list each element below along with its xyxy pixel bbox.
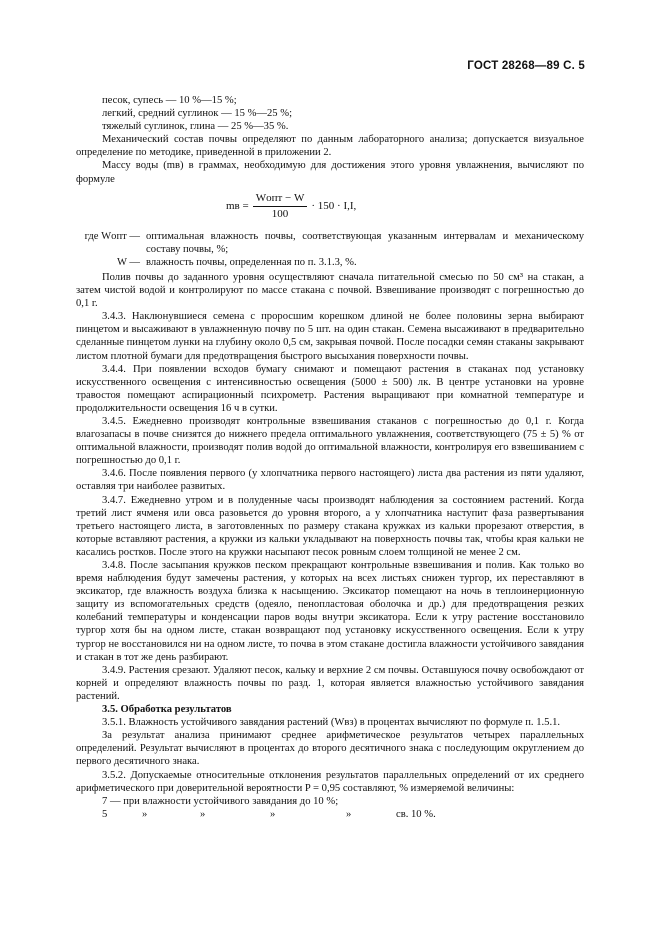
definition-row — [76, 230, 584, 256]
definition-desc: оптимальная влажность почвы, соответствующая указанным интервалам и механическому составу почвы, %; — [146, 230, 584, 255]
ditto-mark: » — [200, 808, 206, 820]
list-item: легкий, средний суглинок — 15 %—25 %; — [102, 108, 293, 120]
definition-term: W — — [116, 256, 140, 268]
formula-numerator: Wопт − W — [253, 192, 308, 207]
paragraph-3-5-1: 3.5.1. Влажность устойчивого завядания растений (Wвз) в процентах вычисляют по формуле п. 1.5.1. — [102, 717, 561, 729]
paragraph-3-4-9: 3.4.9. Растения срезают. Удаляют песок, кальку и верхние 2 см почвы. Оставшуюся почву освобождают от корней и определяют влажность почвы по разд. 1, которая является влажностью устойчивого завядания растений. — [76, 664, 584, 702]
section-heading-3-5: 3.5. Обработка результатов — [102, 704, 232, 716]
definition-desc: влажность почвы, определенная по п. 3.1.3, %. — [146, 256, 357, 268]
paragraph-3-4-7: 3.4.7. Ежедневно утром и в полуденные часы производят наблюдения за состоянием растений. Когда третий лист ячменя или овса разовьется до уровня второго, а у хлопчатника наступит фаза развертывания третьего настоящего листа, в заготовленных по размеру стакана кружках из кальки прорезают отверстия, в которые вставляют растения, а кружки из кальки укладывают на поверхность почвы так, чтобы края кальки не касались ростков. После этого на кружки насыпают песок ровным слоем толщиной не менее 2 см. — [76, 494, 584, 558]
tolerance-range: св. 10 %. — [396, 808, 436, 820]
paragraph-3-5-2: 3.5.2. Допускаемые относительные отклонения результатов параллельных определений от их среднего арифметического при доверительной вероятности P = 0,95 составляют, % измеряемой величины: — [76, 769, 584, 794]
ditto-mark: » — [270, 808, 276, 820]
tolerance-value: 5 — [102, 808, 108, 820]
document-body — [76, 94, 584, 821]
ditto-mark: » — [346, 808, 352, 820]
formula-fraction — [253, 192, 308, 221]
definitions — [76, 230, 584, 269]
paragraph-watering: Полив почвы до заданного уровня осуществляют сначала питательной смесью по 50 см³ на стакан, а затем чистой водой и контролируют по массе стакана с почвой. Взвешивание производят с погрешностью до 0,1 г. — [76, 271, 584, 310]
paragraph-3-4-4: 3.4.4. При появлении всходов бумагу снимают и помещают растения в стаканах под установку искусственного освещения с интенсивностью освещения (5000 ± 500) лк. В центре установки на уровне травостоя помещают аспирационный психрометр. Растения выращивают при комнатной температуре и продолжительности освещения 16 ч в сутки. — [76, 363, 584, 414]
definition-term: где Wопт — — [84, 230, 140, 242]
paragraph-3-4-3: 3.4.3. Наклюнувшиеся семена с проросшим корешком длиной не более половины зерна выбирают пинцетом и высаживают в увлажненную почву по 5 шт. на один стакан. Семена высаживают в предварительно сделанные пинцетом лунки на глубину около 0,5 см, закрывая почвой. После посадки семян стаканы закрывают листом плотной бумаги для предотвращения быстрого высыхания поверхности почвы. — [76, 311, 584, 362]
formula-rhs: · 150 · I,I, — [311, 200, 357, 213]
page-header: ГОСТ 28268—89 С. 5 — [467, 60, 585, 72]
list-item: песок, супесь — 10 %—15 %; — [102, 95, 237, 106]
formula — [76, 190, 584, 224]
tolerance-line-1: 7 — при влажности устойчивого завядания до 10 %; — [102, 795, 339, 807]
paragraph-3-4-8: 3.4.8. После засыпания кружков песком прекращают контрольные взвешивания и полив. Как только во время наблюдения будут замечены растения, у которых на всех листьях снижен тургор, их переставляют в эксикатор, где влажность воздуха близка к насыщению. Эксикатор помещают на ночь в теплоинерционную защиту из вспомогательных средств (одеяло, пенопластовая оболочка и др.) для предотвращения резких колебаний температуры и конденсации паров воды внутри эксикатора. Если к утру растение восстановило тургор хотя бы на одном листе, стакан возвращают под установку искусственного освещения. Если к утру тургор не восстановился ни на одном листе, то почва в этом стакане достигла влажности устойчивого завядания и стакан в тот же день разбирают. — [76, 560, 584, 663]
list-item: тяжелый суглинок, глина — 25 %—35 %. — [102, 121, 289, 133]
paragraph-mechanical-composition: Механический состав почвы определяют по данным лабораторного анализа; допускается визуальное определение по методике, приведенной в приложении 2. — [76, 134, 584, 159]
ditto-mark: » — [142, 808, 148, 820]
formula-denominator: 100 — [271, 208, 289, 221]
paragraph-result: За результат анализа принимают среднее арифметическое результатов четырех параллельных определений. Результат вычисляют в процентах до второго десятичного знака с последующим округлением до первого десятичного знака. — [76, 730, 584, 768]
definition-row — [76, 256, 584, 269]
tolerance-line-2 — [76, 808, 584, 821]
formula-lhs: mв = — [226, 200, 249, 213]
paragraph-3-4-6: 3.4.6. После появления первого (у хлопчатника первого настоящего) листа два растения из пяти удаляют, оставляя три наиболее развитых. — [76, 468, 584, 493]
paragraph-water-mass: Массу воды (mв) в граммах, необходимую для достижения этого уровня увлажнения, вычисляют по формуле — [76, 160, 584, 185]
paragraph-3-4-5: 3.4.5. Ежедневно производят контрольные взвешивания стаканов с погрешностью до 0,1 г. Когда влагозапасы в почве снизятся до нижнего предела оптимального увлажнения, соответствующего (75 ± 5) % от оптимальной влажности, производят полив водой до оптимальной влажности, контролируя его взвешиванием с погрешностью до 0,1 г. — [76, 415, 584, 467]
